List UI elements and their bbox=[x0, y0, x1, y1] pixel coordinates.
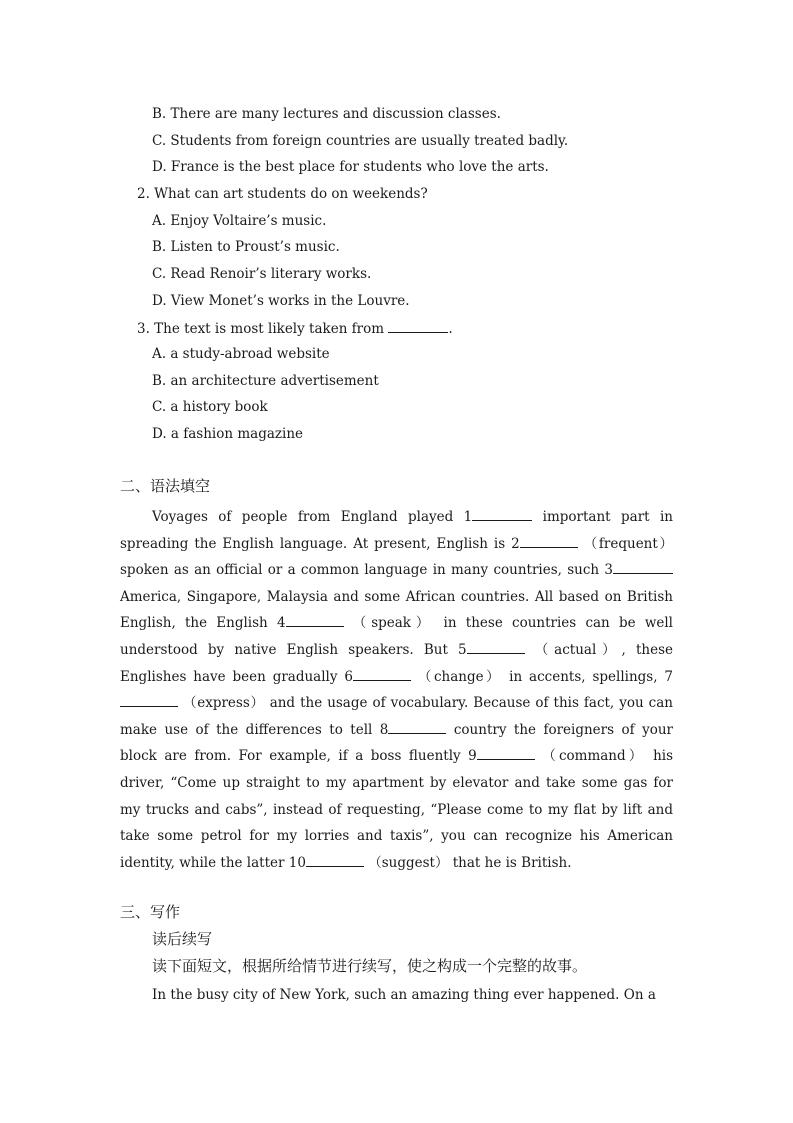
grammar-heading: 二、语法填空 bbox=[120, 477, 211, 495]
passage-segment: （change） in accents, spellings, 7 bbox=[410, 668, 673, 685]
grammar-passage bbox=[120, 504, 673, 876]
q3-option-d: D. a fashion magazine bbox=[152, 426, 304, 442]
q3-option-b: B. an architecture advertisement bbox=[152, 373, 379, 389]
writing-instruction: 读下面短文，根据所给情节进行续写，使之构成一个完整的故事。 bbox=[152, 957, 588, 975]
answer-blank-2 bbox=[520, 533, 578, 548]
answer-blank-9 bbox=[477, 745, 535, 760]
question-3 bbox=[137, 318, 453, 338]
q3-option-a: A. a study-abroad website bbox=[152, 346, 330, 362]
q1-option-d: D. France is the best place for students who love the arts. bbox=[152, 159, 549, 175]
writing-passage bbox=[120, 982, 673, 1008]
question-2: 2. What can art students do on weekends? bbox=[137, 186, 428, 202]
answer-blank-6 bbox=[353, 666, 411, 681]
writing-subheading: 读后续写 bbox=[152, 930, 213, 948]
answer-blank-1 bbox=[472, 506, 532, 521]
q2-option-c: C. Read Renoir’s literary works. bbox=[152, 266, 372, 282]
answer-blank-8 bbox=[388, 719, 446, 734]
q1-option-b: B. There are many lectures and discussion classes. bbox=[152, 106, 501, 122]
passage-segment: （actual）, these Englishes have been gradually 6 bbox=[120, 641, 673, 685]
q1-option-c: C. Students from foreign countries are usually treated badly. bbox=[152, 133, 569, 149]
writing-passage-text: In the busy city of New York, such an amazing thing ever happened. On a bbox=[152, 987, 656, 1003]
passage-segment: important part in spreading the English language. At present, English is 2 bbox=[120, 509, 673, 552]
passage-segment: country the foreigners of your block are from. For example, if a boss fluently 9 bbox=[120, 721, 673, 765]
passage-segment: （express） and the usage of vocabulary. Because of this fact, you can make use of the differences to tell 8 bbox=[120, 695, 673, 738]
passage-segment: Voyages of people from England played 1 bbox=[152, 509, 473, 525]
writing-heading: 三、写作 bbox=[120, 903, 181, 921]
question-3-text: 3. The text is most likely taken from bbox=[137, 321, 385, 337]
answer-blank-4 bbox=[286, 612, 344, 627]
q2-option-a: A. Enjoy Voltaire’s music. bbox=[152, 213, 327, 229]
q2-option-b: B. Listen to Proust’s music. bbox=[152, 239, 340, 255]
answer-blank-3 bbox=[613, 559, 673, 574]
answer-blank-5 bbox=[467, 639, 525, 654]
q3-option-c: C. a history book bbox=[152, 399, 268, 415]
passage-segment: （speak） in these countries can be well understood by native English speakers. But 5 bbox=[120, 615, 673, 658]
answer-blank-7 bbox=[120, 692, 178, 707]
question-3-end: . bbox=[448, 321, 453, 337]
passage-segment: （frequent） spoken as an official or a common language in many countries, such 3 bbox=[120, 535, 673, 579]
passage-segment: America, Singapore, Malaysia and some African countries. All based on British English, the English 4 bbox=[120, 588, 673, 632]
answer-blank bbox=[388, 318, 448, 333]
passage-segment: （command） his driver, “Come up straight to my apartment by elevator and take some gas for my trucks and cabs”, instead of requesting, “Please come to my flat by lift and take some petrol for my lorries and taxis”, you can recognize his American identity, while the latter 10 bbox=[120, 748, 674, 871]
answer-blank-10 bbox=[306, 852, 364, 867]
passage-segment: （suggest） that he is British. bbox=[363, 854, 572, 871]
q2-option-d: D. View Monet’s works in the Louvre. bbox=[152, 293, 410, 309]
